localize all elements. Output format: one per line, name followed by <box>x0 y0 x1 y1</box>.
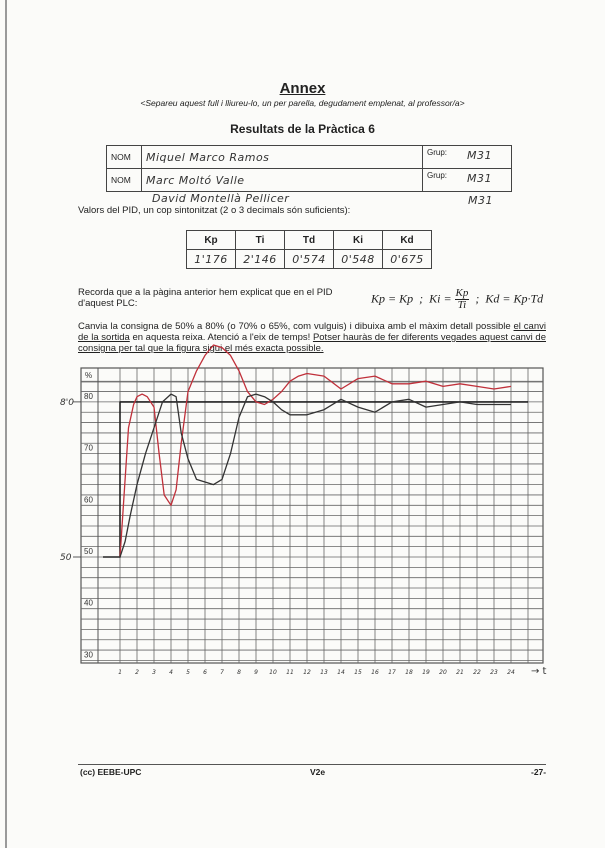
svg-text:30: 30 <box>84 650 93 660</box>
svg-text:6: 6 <box>203 669 207 676</box>
svg-text:%: % <box>85 371 93 380</box>
series-2 <box>120 394 511 557</box>
svg-text:16: 16 <box>371 669 379 676</box>
group-label: Grup: <box>427 171 448 180</box>
pid-header-ki: Ki <box>334 231 383 250</box>
pid-value-kp[interactable]: 1'176 <box>187 250 236 269</box>
pid-header-ti: Ti <box>236 231 285 250</box>
pid-value-ti[interactable]: 2'146 <box>236 250 285 269</box>
group-value: M31 <box>467 172 492 185</box>
group-value: M31 <box>467 149 492 162</box>
footer-center: V2e <box>310 767 326 777</box>
chart-series <box>103 345 528 557</box>
pid-header-td: Td <box>285 231 334 250</box>
svg-text:7: 7 <box>220 669 224 676</box>
svg-text:22: 22 <box>473 669 481 676</box>
svg-text:18: 18 <box>405 669 413 676</box>
svg-text:8'0: 8'0 <box>60 397 74 408</box>
pid-intro-text: Valors del PID, un cop sintonitzat (2 o 3 decimals són suficients): <box>78 205 351 216</box>
svg-text:19: 19 <box>422 669 430 676</box>
name-value: Miquel Marco Ramos <box>146 150 270 164</box>
footer-page-number: -27- <box>531 767 547 777</box>
svg-text:24: 24 <box>507 669 515 676</box>
pid-value-kd[interactable]: 0'675 <box>383 250 432 269</box>
instructions-text: Canvia la consigna de 50% a 80% (o 70% o 65%, com vulguis) i dibuixa amb el màxim detall possible el canvi de la sortida en aquesta reixa. Atenció a l'eix de temps! Potser hauràs de fer diferents vegades aquest canvi de consigna per tal que la figura sigui el més exacta possible. <box>78 321 546 354</box>
svg-text:1: 1 <box>118 669 122 676</box>
page-subtitle: <Separeu aquest full i lliureu-lo, un per parella, degudament emplenat, al professor/a> <box>140 98 465 108</box>
chart-axis-labels <box>60 371 547 677</box>
section-title: Resultats de la Pràctica 6 <box>230 122 375 136</box>
svg-text:13: 13 <box>320 669 328 676</box>
svg-text:9: 9 <box>254 669 258 676</box>
name-label: NOM <box>107 169 142 192</box>
pid-value-td[interactable]: 0'574 <box>285 250 334 269</box>
svg-text:70: 70 <box>84 443 93 453</box>
svg-text:80: 80 <box>84 391 93 401</box>
svg-text:15: 15 <box>354 669 362 676</box>
pid-header-kp: Kp <box>187 231 236 250</box>
footer-divider <box>78 764 546 765</box>
svg-text:11: 11 <box>286 669 294 676</box>
svg-text:20: 20 <box>439 669 447 676</box>
name-label: NOM <box>107 146 142 169</box>
ki-fraction: $\frac{Kp}{Ti}$ <box>455 287 469 311</box>
svg-text:50: 50 <box>84 547 93 556</box>
svg-text:2: 2 <box>135 669 139 676</box>
extra-student-group: M31 <box>468 194 493 207</box>
extra-student-name: David Montellà Pellicer <box>152 192 290 205</box>
svg-text:23: 23 <box>490 669 498 676</box>
name-value: Marc Moltó Valle <box>146 173 245 187</box>
pid-value-ki[interactable]: 0'548 <box>334 250 383 269</box>
svg-text:60: 60 <box>84 495 93 505</box>
pid-reminder-text: Recorda que a la pàgina anterior hem explicat que en el PID d'aquest PLC: <box>78 287 333 309</box>
svg-text:10: 10 <box>269 669 277 676</box>
pid-header-kd: Kd <box>383 231 432 250</box>
svg-text:3: 3 <box>152 669 156 676</box>
svg-text:5: 5 <box>186 669 190 676</box>
series-1 <box>120 345 511 557</box>
svg-text:21: 21 <box>456 669 464 676</box>
pid-formula: Kp = Kp ; Ki = $\frac{Kp}{Ti}$ ; Kd = Kp·Td <box>371 287 544 311</box>
footer-left: (cc) EEBE-UPC <box>80 767 142 777</box>
svg-text:50: 50 <box>60 553 72 563</box>
series-0 <box>103 402 528 557</box>
svg-text:4: 4 <box>169 669 173 676</box>
svg-text:→ t: → t <box>531 666 547 677</box>
svg-text:17: 17 <box>388 669 396 676</box>
page-title: Annex <box>279 80 326 97</box>
group-label: Grup: <box>427 148 448 157</box>
chart-grid <box>81 368 543 663</box>
svg-text:8: 8 <box>237 669 241 676</box>
svg-text:12: 12 <box>303 669 311 676</box>
svg-text:40: 40 <box>84 598 93 608</box>
svg-text:14: 14 <box>337 669 345 676</box>
